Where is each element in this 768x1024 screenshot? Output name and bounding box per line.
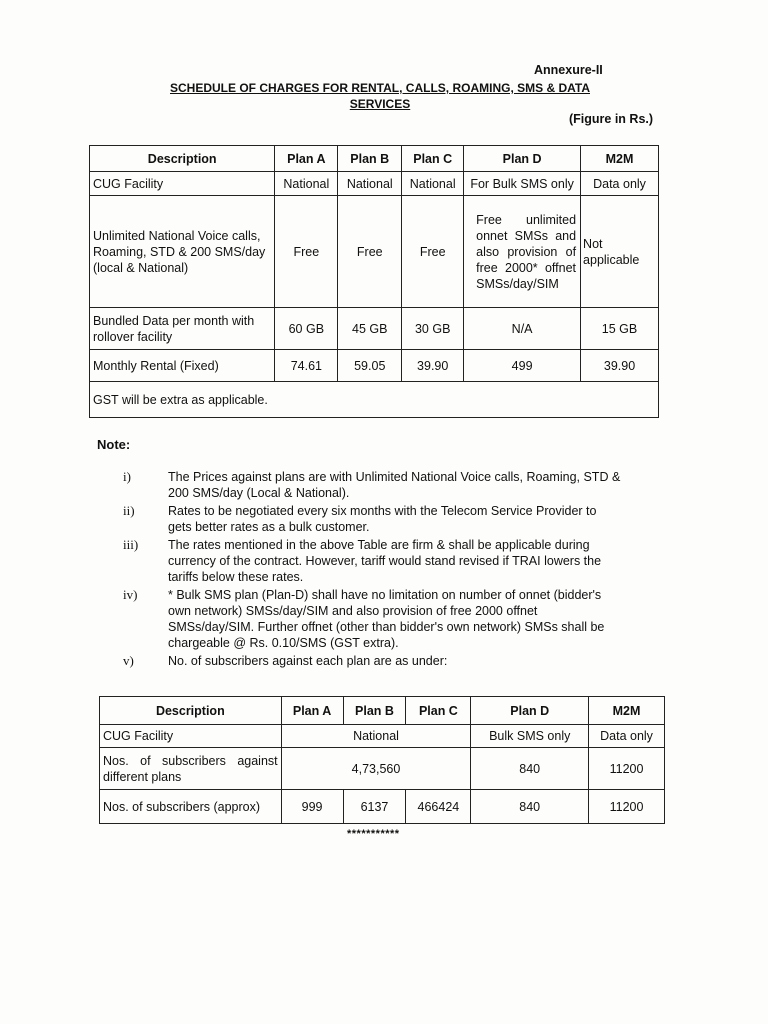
header-plan-c: Plan C bbox=[402, 146, 464, 172]
end-of-document-marker: *********** bbox=[347, 828, 400, 840]
cell-m2m: Data only bbox=[581, 172, 659, 196]
cell-m2m: 39.90 bbox=[581, 350, 659, 382]
cell-plans-abc: National bbox=[281, 725, 471, 748]
row-description: Nos. of subscribers against different plans bbox=[100, 748, 282, 790]
cell-m2m: Data only bbox=[589, 725, 665, 748]
header-description: Description bbox=[100, 697, 282, 725]
note-item bbox=[123, 653, 623, 669]
note-number: iv) bbox=[123, 587, 138, 602]
note-text: Rates to be negotiated every six months with the Telecom Service Provider to gets better rates as a bulk customer. bbox=[168, 504, 597, 534]
header-plan-c: Plan C bbox=[406, 697, 471, 725]
cell-plan-d: Free unlimited onnet SMSs and also provision of free 2000* offnet SMSs/day/SIM bbox=[464, 196, 581, 308]
table-header-row bbox=[90, 146, 659, 172]
table-footer-row bbox=[90, 382, 659, 418]
cell-plan-a: 74.61 bbox=[275, 350, 338, 382]
subscribers-table bbox=[99, 696, 665, 824]
row-description: Monthly Rental (Fixed) bbox=[90, 350, 275, 382]
note-text: No. of subscribers against each plan are as under: bbox=[168, 654, 448, 668]
cell-plan-c: 30 GB bbox=[402, 308, 464, 350]
cell-plans-abc: 4,73,560 bbox=[281, 748, 471, 790]
table-row bbox=[90, 196, 659, 308]
table-row bbox=[100, 790, 665, 824]
row-description: CUG Facility bbox=[100, 725, 282, 748]
cell-plan-c: National bbox=[402, 172, 464, 196]
cell-m2m: 11200 bbox=[589, 748, 665, 790]
cell-m2m: 15 GB bbox=[581, 308, 659, 350]
gst-note: GST will be extra as applicable. bbox=[90, 382, 659, 418]
header-plan-a: Plan A bbox=[275, 146, 338, 172]
cell-plan-c: Free bbox=[402, 196, 464, 308]
row-description: Unlimited National Voice calls, Roaming, STD & 200 SMS/day (local & National) bbox=[90, 196, 275, 308]
cell-plan-b: 59.05 bbox=[338, 350, 402, 382]
note-number: ii) bbox=[123, 503, 135, 518]
header-plan-b: Plan B bbox=[343, 697, 406, 725]
note-text: The Prices against plans are with Unlimited National Voice calls, Roaming, STD & 200 SMS/day (Local & National). bbox=[168, 470, 621, 500]
header-plan-d: Plan D bbox=[471, 697, 589, 725]
note-text: The rates mentioned in the above Table are firm & shall be applicable during currency of the contract. However, tariff would stand revised if TRAI lowers the tariffs below these rates. bbox=[168, 538, 602, 584]
note-item bbox=[123, 469, 623, 501]
table-row bbox=[90, 172, 659, 196]
cell-plan-d: For Bulk SMS only bbox=[464, 172, 581, 196]
header-description: Description bbox=[90, 146, 275, 172]
cell-plan-a: 60 GB bbox=[275, 308, 338, 350]
table-row bbox=[90, 308, 659, 350]
row-description: Nos. of subscribers (approx) bbox=[100, 790, 282, 824]
note-number: i) bbox=[123, 469, 131, 484]
title-line-2: SERVICES bbox=[349, 97, 411, 111]
cell-plan-c: 39.90 bbox=[402, 350, 464, 382]
cell-plan-d: 840 bbox=[471, 790, 589, 824]
cell-plan-b: 6137 bbox=[343, 790, 406, 824]
note-number: iii) bbox=[123, 537, 139, 552]
charges-table bbox=[89, 145, 659, 418]
header-plan-d: Plan D bbox=[464, 146, 581, 172]
note-item bbox=[123, 537, 623, 585]
cell-plan-d: Bulk SMS only bbox=[471, 725, 589, 748]
cell-plan-d: 499 bbox=[464, 350, 581, 382]
cell-plan-a: 999 bbox=[281, 790, 343, 824]
table-header-row bbox=[100, 697, 665, 725]
title-line-1: SCHEDULE OF CHARGES FOR RENTAL, CALLS, ROAMING, SMS & DATA bbox=[170, 81, 590, 95]
cell-plan-b: Free bbox=[338, 196, 402, 308]
note-heading: Note: bbox=[97, 437, 131, 452]
note-item bbox=[123, 587, 623, 651]
row-description: CUG Facility bbox=[90, 172, 275, 196]
header-plan-a: Plan A bbox=[281, 697, 343, 725]
header-m2m: M2M bbox=[589, 697, 665, 725]
row-description: Bundled Data per month with rollover facility bbox=[90, 308, 275, 350]
cell-m2m: 11200 bbox=[589, 790, 665, 824]
cell-plan-a: Free bbox=[275, 196, 338, 308]
note-text: * Bulk SMS plan (Plan-D) shall have no limitation on number of onnet (bidder's own network) SMSs/day/SIM and also provision of free 2000 offnet SMSs/day/SIM. Further offnet (other than bidder's own network) SMSs shall be chargeable @ Rs. 0.10/SMS (GST extra). bbox=[168, 588, 605, 650]
table-row bbox=[100, 725, 665, 748]
figure-note: (Figure in Rs.) bbox=[569, 112, 654, 126]
annexure-label: Annexure-II bbox=[534, 63, 603, 77]
cell-plan-a: National bbox=[275, 172, 338, 196]
notes-list bbox=[123, 469, 623, 671]
header-plan-b: Plan B bbox=[338, 146, 402, 172]
cell-plan-b: 45 GB bbox=[338, 308, 402, 350]
cell-plan-d: N/A bbox=[464, 308, 581, 350]
cell-plan-c: 466424 bbox=[406, 790, 471, 824]
page-title bbox=[150, 80, 610, 112]
header-m2m: M2M bbox=[581, 146, 659, 172]
note-number: v) bbox=[123, 653, 134, 668]
cell-m2m: Not applicable bbox=[581, 196, 659, 308]
table-row bbox=[90, 350, 659, 382]
cell-plan-d: 840 bbox=[471, 748, 589, 790]
cell-plan-b: National bbox=[338, 172, 402, 196]
table-row bbox=[100, 748, 665, 790]
note-item bbox=[123, 503, 623, 535]
